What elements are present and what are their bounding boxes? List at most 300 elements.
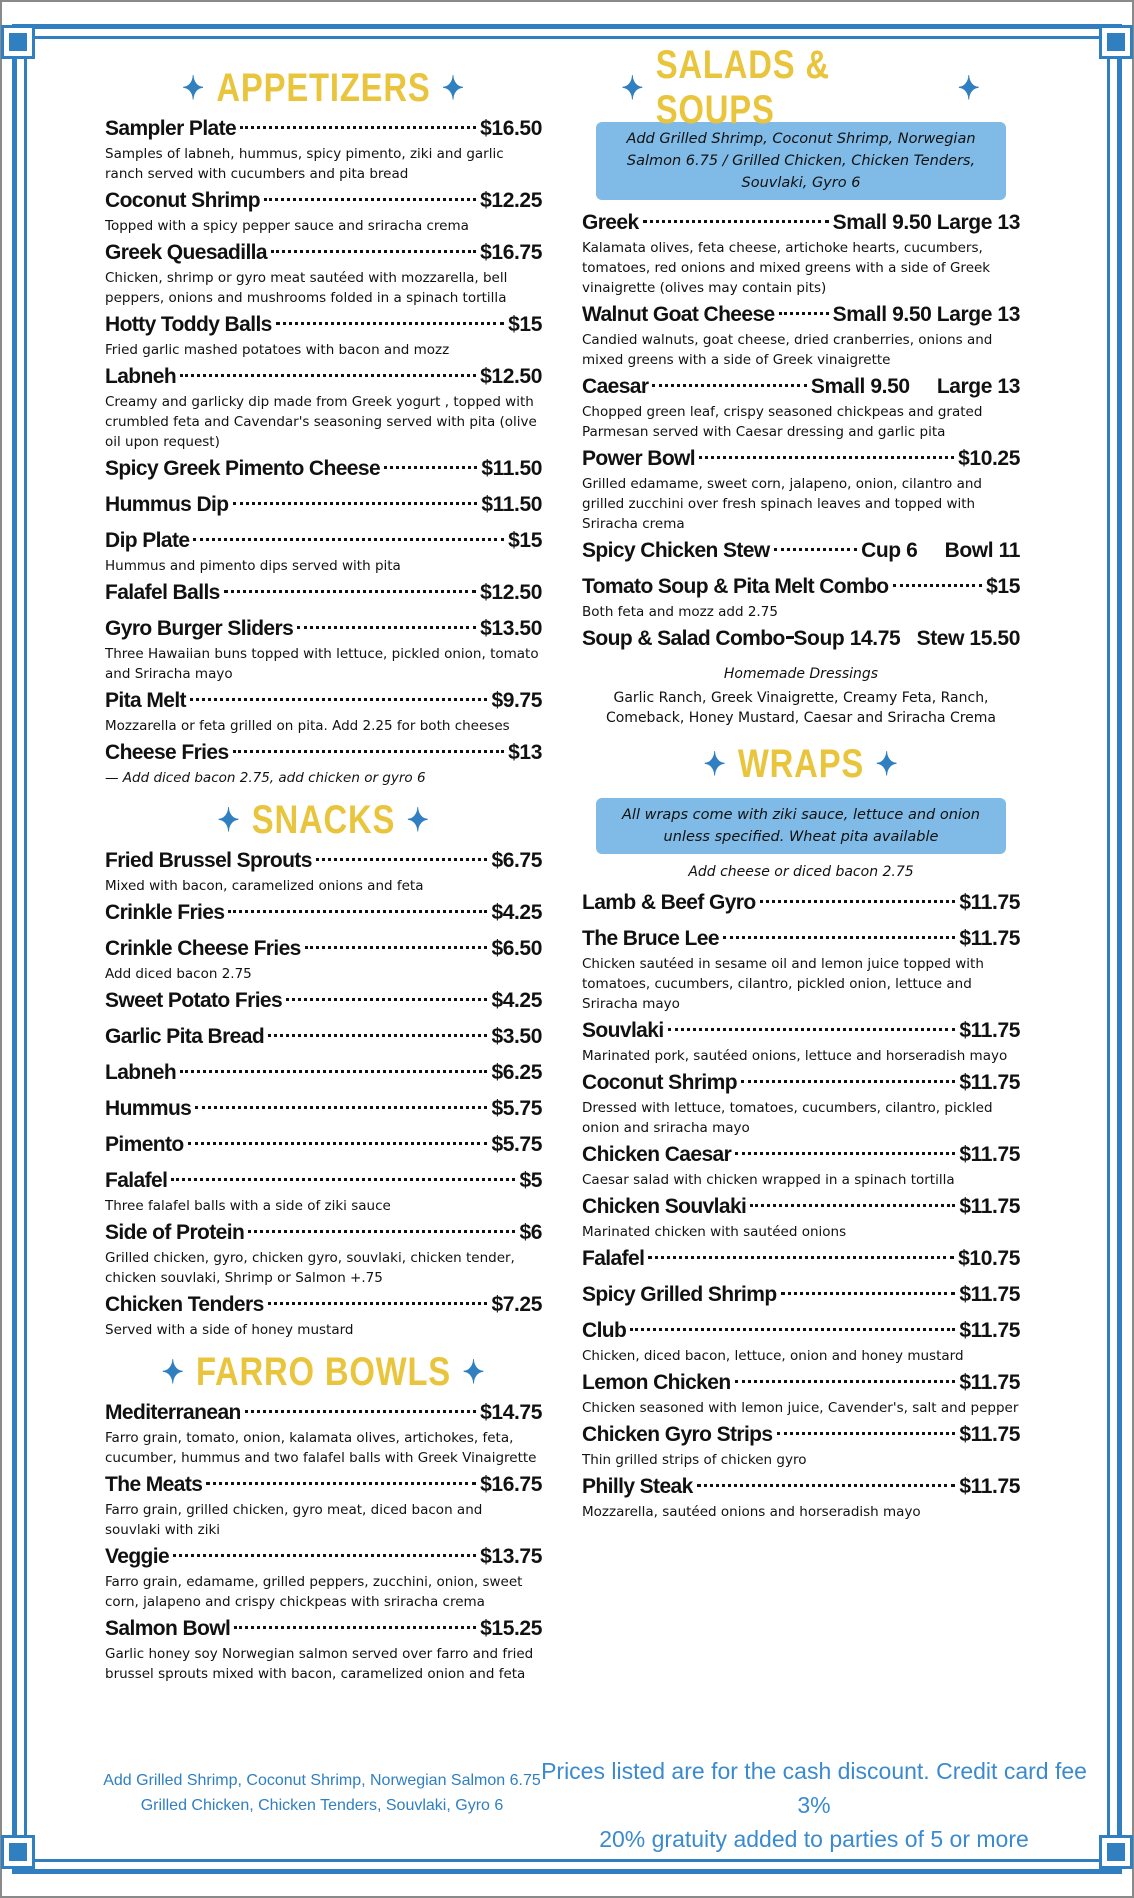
menu-item-description: Served with a side of honey mustard xyxy=(105,1322,354,1338)
menu-item-row xyxy=(105,362,542,392)
menu-item-price: $16.75 xyxy=(480,1473,542,1496)
menu-item-price: $11.50 xyxy=(481,493,542,516)
corner-ornament xyxy=(4,1838,32,1866)
menu-item-name: Sweet Potato Fries xyxy=(105,989,283,1012)
sparkle-icon: ✦ xyxy=(161,1354,185,1390)
menu-item-price: $13.50 xyxy=(480,617,542,640)
menu-item-name: Soup & Salad Combo xyxy=(582,627,785,650)
dot-leader xyxy=(206,1482,476,1485)
menu-item xyxy=(582,1244,1020,1280)
menu-item-price: $16.75 xyxy=(480,241,542,264)
menu-item-row xyxy=(105,578,542,608)
menu-item-description: Grilled chicken, gyro, chicken gyro, souvlaki, chicken tender, chicken souvlaki, Shrimp or Salmon +.75 xyxy=(105,1250,515,1286)
farro-list xyxy=(105,1398,542,1684)
menu-item-price: $11.75 xyxy=(959,891,1020,914)
menu-item-price: $14.75 xyxy=(480,1401,542,1424)
menu-item-row xyxy=(105,1094,542,1124)
menu-item-row xyxy=(582,1192,1020,1222)
menu-item-row xyxy=(105,490,542,520)
menu-item-row xyxy=(105,1542,542,1572)
appetizers-list xyxy=(105,114,542,788)
dot-leader xyxy=(180,1070,487,1073)
menu-item-description: Mixed with bacon, caramelized onions and feta xyxy=(105,878,424,894)
menu-item-name: Tomato Soup & Pita Melt Combo xyxy=(582,575,889,598)
menu-item xyxy=(105,1290,542,1340)
dot-leader xyxy=(668,1028,956,1031)
snacks-list xyxy=(105,846,542,1340)
menu-item-name: Club xyxy=(582,1319,627,1342)
menu-item-row xyxy=(105,898,542,928)
menu-item-row xyxy=(105,1218,542,1248)
menu-item-price: $9.75 xyxy=(491,689,542,712)
menu-item-price: $11.75 xyxy=(959,1283,1020,1306)
dot-leader xyxy=(240,126,476,129)
menu-page xyxy=(2,2,1132,1896)
section-title: WRAPS xyxy=(737,741,865,786)
menu-item-price: $15 xyxy=(986,575,1020,598)
menu-item-description: Caesar salad with chicken wrapped in a spinach tortilla xyxy=(582,1172,955,1188)
menu-item-price: $16.50 xyxy=(480,117,542,140)
menu-item-row xyxy=(582,1472,1020,1502)
menu-item-row xyxy=(105,1130,542,1160)
section-title: APPETIZERS xyxy=(216,65,431,110)
menu-item-price: $11.75 xyxy=(959,1319,1020,1342)
menu-item-name: Lemon Chicken xyxy=(582,1371,731,1394)
dot-leader xyxy=(268,1034,487,1037)
menu-item-description: Both feta and mozz add 2.75 xyxy=(582,604,778,620)
menu-item xyxy=(582,924,1020,1014)
menu-item-price: $11.75 xyxy=(959,1195,1020,1218)
menu-item xyxy=(105,934,542,984)
menu-item-description: Chicken, diced bacon, lettuce, onion and honey mustard xyxy=(582,1348,964,1364)
menu-item-row xyxy=(105,1614,542,1644)
menu-item-row xyxy=(582,372,1020,402)
menu-item xyxy=(105,686,542,736)
menu-item-price: $11.75 xyxy=(959,1423,1020,1446)
menu-item-row xyxy=(582,1016,1020,1046)
menu-item-row xyxy=(105,934,542,964)
menu-item-name: Labneh xyxy=(105,365,177,388)
menu-item-row xyxy=(582,1068,1020,1098)
dot-leader xyxy=(276,322,504,325)
menu-item-description: Add diced bacon 2.75 xyxy=(105,966,252,982)
sparkle-icon: ✦ xyxy=(703,746,727,782)
dot-leader xyxy=(271,250,476,253)
menu-item-name: Salmon Bowl xyxy=(105,1617,231,1640)
menu-item-price: $4.25 xyxy=(491,989,542,1012)
menu-item-price: $10.25 xyxy=(958,447,1020,470)
menu-item xyxy=(582,372,1020,442)
menu-item xyxy=(105,454,542,490)
menu-item-row xyxy=(105,1470,542,1500)
menu-item-price: $11.50 xyxy=(481,457,542,480)
salads-heading xyxy=(621,43,981,132)
menu-item-name: The Meats xyxy=(105,1473,203,1496)
menu-item-name: The Bruce Lee xyxy=(582,927,719,950)
menu-item xyxy=(582,300,1020,370)
menu-item-description: Topped with a spicy pepper sauce and sriracha crema xyxy=(105,218,469,234)
appetizers-heading xyxy=(144,62,502,114)
pricing-notice xyxy=(540,1754,1088,1856)
menu-item xyxy=(582,1472,1020,1522)
menu-item-row xyxy=(582,444,1020,474)
menu-item-name: Cheese Fries xyxy=(105,741,229,764)
menu-item-description: Chopped green leaf, crispy seasoned chickpeas and grated Parmesan served with Caesar dressing and garlic pita xyxy=(582,404,983,440)
menu-item-name: Veggie xyxy=(105,1545,170,1568)
menu-item xyxy=(105,1542,542,1612)
menu-item-price: Small 9.50 Large 13 xyxy=(832,303,1020,326)
menu-item-description: Three falafel balls with a side of ziki sauce xyxy=(105,1198,391,1214)
menu-item-description: Chicken, shrimp or gyro meat sautéed with mozzarella, bell peppers, onions and mushrooms folded in a spinach tortilla xyxy=(105,270,508,306)
dot-leader xyxy=(774,548,857,551)
menu-item-row xyxy=(582,208,1020,238)
menu-item-name: Garlic Pita Bread xyxy=(105,1025,265,1048)
menu-item-name: Spicy Greek Pimento Cheese xyxy=(105,457,381,480)
menu-item-name: Crinkle Fries xyxy=(105,901,225,924)
dot-leader xyxy=(777,1432,956,1435)
menu-item-name: Fried Brussel Sprouts xyxy=(105,849,312,872)
dressings-list: Garlic Ranch, Greek Vinaigrette, Creamy Feta, Ranch, Comeback, Honey Mustard, Caesar and Sriracha Crema xyxy=(605,690,997,726)
dot-leader xyxy=(779,312,829,315)
dot-leader xyxy=(193,538,504,541)
menu-item-name: Gyro Burger Sliders xyxy=(105,617,294,640)
sparkle-icon: ✦ xyxy=(182,70,205,106)
menu-item-row xyxy=(105,986,542,1016)
menu-item-name: Labneh xyxy=(105,1061,177,1084)
menu-item-description: Farro grain, grilled chicken, gyro meat, diced bacon and souvlaki with ziki xyxy=(105,1502,483,1538)
menu-item-name: Dip Plate xyxy=(105,529,190,552)
menu-item-price: $5.75 xyxy=(491,1097,542,1120)
sparkle-icon: ✦ xyxy=(217,802,241,838)
sparkle-icon: ✦ xyxy=(957,70,981,106)
menu-item-description: — Add diced bacon 2.75, add chicken or gyro 6 xyxy=(105,770,426,786)
dot-leader xyxy=(741,1080,955,1083)
menu-item-price: $12.50 xyxy=(480,365,542,388)
menu-item xyxy=(105,1166,542,1216)
salads-addon-callout: Add Grilled Shrimp, Coconut Shrimp, Norwegian Salmon 6.75 / Grilled Chicken, Chicken Tenders, Souvlaki, Gyro 6 xyxy=(596,122,1006,200)
menu-item-row xyxy=(582,1244,1020,1274)
dot-leader xyxy=(268,1302,488,1305)
sparkle-icon: ✦ xyxy=(442,70,465,106)
dot-leader xyxy=(630,1328,955,1331)
menu-item xyxy=(105,986,542,1022)
corner-ornament xyxy=(1102,1838,1130,1866)
menu-item xyxy=(105,1470,542,1540)
menu-item xyxy=(105,1398,542,1468)
menu-item xyxy=(105,1614,542,1684)
menu-item-description: Dressed with lettuce, tomatoes, cucumbers, cilantro, pickled onion and sriracha mayo xyxy=(582,1100,993,1136)
menu-item-row xyxy=(582,300,1020,330)
dot-leader xyxy=(760,900,956,903)
menu-item xyxy=(582,1068,1020,1138)
menu-item-description: Garlic honey soy Norwegian salmon served over farro and fried brussel sprouts mixed with bacon, caramelized onion and feta xyxy=(105,1646,534,1682)
menu-item-name: Crinkle Cheese Fries xyxy=(105,937,301,960)
menu-item-description: Kalamata olives, feta cheese, artichoke hearts, cucumbers, tomatoes, red onions and mixed greens with a side of Greek vinaigrette (olives may contain pits) xyxy=(582,240,991,296)
menu-item-name: Falafel xyxy=(105,1169,168,1192)
dot-leader xyxy=(699,456,954,459)
menu-item-row xyxy=(105,614,542,644)
menu-item-price: $6.75 xyxy=(491,849,542,872)
menu-item-description: Chicken seasoned with lemon juice, Cavender's, salt and pepper xyxy=(582,1400,1019,1416)
menu-item-row xyxy=(105,1290,542,1320)
menu-item-price: $7.25 xyxy=(491,1293,542,1316)
dot-leader xyxy=(190,698,487,701)
menu-item-row xyxy=(582,1316,1020,1346)
menu-item-row xyxy=(105,738,542,768)
dot-leader xyxy=(893,584,983,587)
menu-item xyxy=(582,208,1020,298)
dot-leader xyxy=(233,750,505,753)
menu-item-name: Side of Protein xyxy=(105,1221,245,1244)
dot-leader xyxy=(305,946,488,949)
dot-leader xyxy=(180,374,476,377)
wraps-callout: All wraps come with ziki sauce, lettuce and onion unless specified. Wheat pita available xyxy=(596,798,1006,854)
menu-item-description: Fried garlic mashed potatoes with bacon and mozz xyxy=(105,342,450,358)
menu-item-description: Mozzarella, sautéed onions and horseradish mayo xyxy=(582,1504,921,1520)
sparkle-icon: ✦ xyxy=(406,802,430,838)
menu-item xyxy=(582,1368,1020,1418)
sparkle-icon: ✦ xyxy=(462,1354,486,1390)
salads-list xyxy=(582,208,1020,660)
menu-item xyxy=(105,738,542,788)
menu-item-price: $13 xyxy=(508,741,542,764)
menu-item xyxy=(105,1130,542,1166)
dot-leader xyxy=(171,1178,515,1181)
menu-item-row xyxy=(582,1420,1020,1450)
menu-item xyxy=(105,846,542,896)
menu-item-description: Chicken sautéed in sesame oil and lemon juice topped with tomatoes, cucumbers, cilantro, pickled onion, lettuce and Sriracha mayo xyxy=(582,956,984,1012)
menu-item-price: $15 xyxy=(508,529,542,552)
menu-item xyxy=(105,1022,542,1058)
dot-leader xyxy=(195,1106,487,1109)
dressings-title: Homemade Dressings xyxy=(723,666,879,682)
dot-leader xyxy=(648,1256,954,1259)
menu-item xyxy=(582,444,1020,534)
pricing-line: Prices listed are for the cash discount. Credit card fee 3% xyxy=(541,1758,1087,1818)
menu-item xyxy=(105,362,542,452)
dot-leader xyxy=(697,1484,956,1487)
menu-item-price: $6 xyxy=(519,1221,542,1244)
menu-item xyxy=(105,614,542,684)
menu-item-name: Chicken Caesar xyxy=(582,1143,732,1166)
dot-leader xyxy=(723,936,955,939)
farro-addon-line: Add Grilled Shrimp, Coconut Shrimp, Norwegian Salmon 6.75 xyxy=(103,1772,541,1789)
menu-item-name: Pimento xyxy=(105,1133,184,1156)
dot-leader xyxy=(735,1380,956,1383)
menu-item-name: Coconut Shrimp xyxy=(105,189,260,212)
wraps-addon: Add cheese or diced bacon 2.75 xyxy=(688,864,914,880)
dot-leader xyxy=(188,1142,488,1145)
menu-item-price: $6.50 xyxy=(491,937,542,960)
menu-item-row xyxy=(582,1368,1020,1398)
menu-item xyxy=(582,1016,1020,1066)
menu-item-row xyxy=(582,924,1020,954)
menu-item xyxy=(582,1316,1020,1366)
dot-leader xyxy=(234,1626,476,1629)
farro-heading xyxy=(144,1346,502,1398)
dot-leader xyxy=(750,1204,955,1207)
menu-item-description: Farro grain, edamame, grilled peppers, zucchini, onion, sweet corn, jalapeno and crispy chickpeas with sriracha crema xyxy=(105,1574,523,1610)
menu-item xyxy=(582,536,1020,572)
menu-item xyxy=(582,624,1020,660)
menu-item-price: $15 xyxy=(508,313,542,336)
menu-item-row xyxy=(105,310,542,340)
dot-leader xyxy=(286,998,487,1001)
menu-item xyxy=(105,898,542,934)
menu-item-row xyxy=(105,454,542,484)
menu-item-row xyxy=(582,572,1020,602)
menu-item-price: $11.75 xyxy=(959,927,1020,950)
menu-item-price: $5.75 xyxy=(491,1133,542,1156)
menu-item xyxy=(582,1192,1020,1242)
sparkle-icon: ✦ xyxy=(621,70,645,106)
menu-item-description: Grilled edamame, sweet corn, jalapeno, onion, cilantro and grilled zucchini over fresh spinach leaves and topped with Sriracha crema xyxy=(582,476,982,532)
menu-item-row xyxy=(105,846,542,876)
menu-item-price: $11.75 xyxy=(959,1071,1020,1094)
menu-item-description: Hummus and pimento dips served with pita xyxy=(105,558,401,574)
dot-leader xyxy=(264,198,476,201)
menu-item-row xyxy=(105,686,542,716)
menu-item-row xyxy=(105,526,542,556)
sparkle-icon: ✦ xyxy=(875,746,899,782)
menu-item-name: Power Bowl xyxy=(582,447,696,470)
menu-item-name: Lamb & Beef Gyro xyxy=(582,891,756,914)
dot-leader xyxy=(245,1410,476,1413)
menu-item-row xyxy=(582,1280,1020,1310)
left-column xyxy=(105,62,542,1686)
dot-leader xyxy=(735,1152,955,1155)
menu-item-row xyxy=(105,114,542,144)
snacks-heading xyxy=(144,794,502,846)
menu-item xyxy=(105,490,542,526)
menu-item-description: Thin grilled strips of chicken gyro xyxy=(582,1452,807,1468)
menu-item-row xyxy=(105,238,542,268)
spacer xyxy=(582,654,1020,660)
menu-item-price: Small 9.50 Large 13 xyxy=(810,375,1020,398)
menu-item-row xyxy=(582,624,1020,654)
menu-item-name: Falafel xyxy=(582,1247,645,1270)
menu-item-name: Spicy Chicken Stew xyxy=(582,539,770,562)
menu-item xyxy=(105,1094,542,1130)
dot-leader xyxy=(384,466,477,469)
menu-item-row xyxy=(105,1166,542,1196)
gratuity-line: 20% gratuity added to parties of 5 or more xyxy=(599,1826,1029,1852)
menu-item-name: Mediterranean xyxy=(105,1401,241,1424)
menu-item-row xyxy=(582,536,1020,566)
menu-item-price: $6.25 xyxy=(491,1061,542,1084)
menu-item-price: $3.50 xyxy=(491,1025,542,1048)
menu-item xyxy=(105,526,542,576)
menu-item-name: Hummus xyxy=(105,1097,192,1120)
menu-item-name: Chicken Souvlaki xyxy=(582,1195,747,1218)
dot-leader xyxy=(643,220,829,223)
section-title: SNACKS xyxy=(251,797,396,842)
menu-item-price: $11.75 xyxy=(959,1019,1020,1042)
menu-item-price: $15.25 xyxy=(480,1617,542,1640)
menu-item-row xyxy=(105,1398,542,1428)
menu-item-price: $5 xyxy=(519,1169,542,1192)
menu-item xyxy=(582,1280,1020,1316)
dot-leader xyxy=(248,1230,515,1233)
corner-ornament xyxy=(1102,28,1130,56)
menu-item-price: Small 9.50 Large 13 xyxy=(832,211,1020,234)
menu-item-price: $12.50 xyxy=(480,581,542,604)
menu-item-description: Farro grain, tomato, onion, kalamata olives, artichokes, feta, cucumber, hummus and two falafel balls with Greek Vinaigrette xyxy=(105,1430,537,1466)
right-column xyxy=(582,43,1020,1524)
menu-item-row xyxy=(582,888,1020,918)
wraps-list xyxy=(582,888,1020,1522)
farro-addon-footer xyxy=(102,1768,542,1818)
menu-item-description: Marinated chicken with sautéed onions xyxy=(582,1224,847,1240)
menu-item xyxy=(105,310,542,360)
menu-item-row xyxy=(105,1058,542,1088)
dot-leader xyxy=(781,1292,956,1295)
menu-item-row xyxy=(105,186,542,216)
menu-item xyxy=(105,1218,542,1288)
menu-item-description: Candied walnuts, goat cheese, dried cranberries, onions and mixed greens with a side of Greek vinaigrette xyxy=(582,332,993,368)
section-title: SALADS & SOUPS xyxy=(655,43,830,132)
menu-item-name: Greek Quesadilla xyxy=(105,241,267,264)
menu-item-description: Three Hawaiian buns topped with lettuce, pickled onion, tomato and Sriracha mayo xyxy=(105,646,539,682)
menu-item-price: $12.25 xyxy=(480,189,542,212)
corner-ornament xyxy=(4,28,32,56)
menu-item-name: Coconut Shrimp xyxy=(582,1071,737,1094)
menu-item-price: $11.75 xyxy=(959,1143,1020,1166)
menu-item xyxy=(105,1058,542,1094)
menu-item-name: Caesar xyxy=(582,375,649,398)
menu-item xyxy=(582,888,1020,924)
section-title: FARRO BOWLS xyxy=(195,1349,451,1394)
menu-item-description: Samples of labneh, hummus, spicy pimento, ziki and garlic ranch served with cucumbers and pita bread xyxy=(105,146,504,182)
farro-addon-line: Grilled Chicken, Chicken Tenders, Souvlaki, Gyro 6 xyxy=(140,1797,504,1814)
menu-item xyxy=(105,238,542,308)
dot-leader xyxy=(316,858,488,861)
menu-item xyxy=(105,578,542,614)
menu-item-price: $10.75 xyxy=(958,1247,1020,1270)
menu-item-description: Mozzarella or feta grilled on pita. Add 2.25 for both cheeses xyxy=(105,718,510,734)
menu-item-price: Cup 6 Bowl 11 xyxy=(861,539,1020,562)
dot-leader xyxy=(173,1554,476,1557)
menu-item-name: Greek xyxy=(582,211,639,234)
wraps-heading xyxy=(621,738,980,790)
dot-leader xyxy=(228,910,487,913)
dot-leader xyxy=(224,590,476,593)
menu-item-price: $11.75 xyxy=(959,1371,1020,1394)
menu-item-name: Hotty Toddy Balls xyxy=(105,313,272,336)
menu-item-name: Walnut Goat Cheese xyxy=(582,303,775,326)
menu-item xyxy=(582,572,1020,622)
menu-item xyxy=(582,1140,1020,1190)
dot-leader xyxy=(789,636,790,639)
menu-item xyxy=(105,114,542,184)
dot-leader xyxy=(297,626,476,629)
menu-item-name: Philly Steak xyxy=(582,1475,693,1498)
menu-item-name: Souvlaki xyxy=(582,1019,664,1042)
menu-item-name: Falafel Balls xyxy=(105,581,220,604)
menu-item-name: Hummus Dip xyxy=(105,493,229,516)
menu-item-name: Chicken Gyro Strips xyxy=(582,1423,773,1446)
menu-item-name: Spicy Grilled Shrimp xyxy=(582,1283,777,1306)
dot-leader xyxy=(652,384,806,387)
menu-item xyxy=(582,1420,1020,1470)
menu-item-price: $4.25 xyxy=(491,901,542,924)
dot-leader xyxy=(233,502,478,505)
menu-item-row xyxy=(105,1022,542,1052)
menu-item-row xyxy=(582,1140,1020,1170)
menu-item-description: Creamy and garlicky dip made from Greek yogurt , topped with crumbled feta and Cavendar's seasoning served with pita (olive oil upon request) xyxy=(105,394,537,450)
menu-item-name: Chicken Tenders xyxy=(105,1293,264,1316)
menu-item-price: $11.75 xyxy=(959,1475,1020,1498)
